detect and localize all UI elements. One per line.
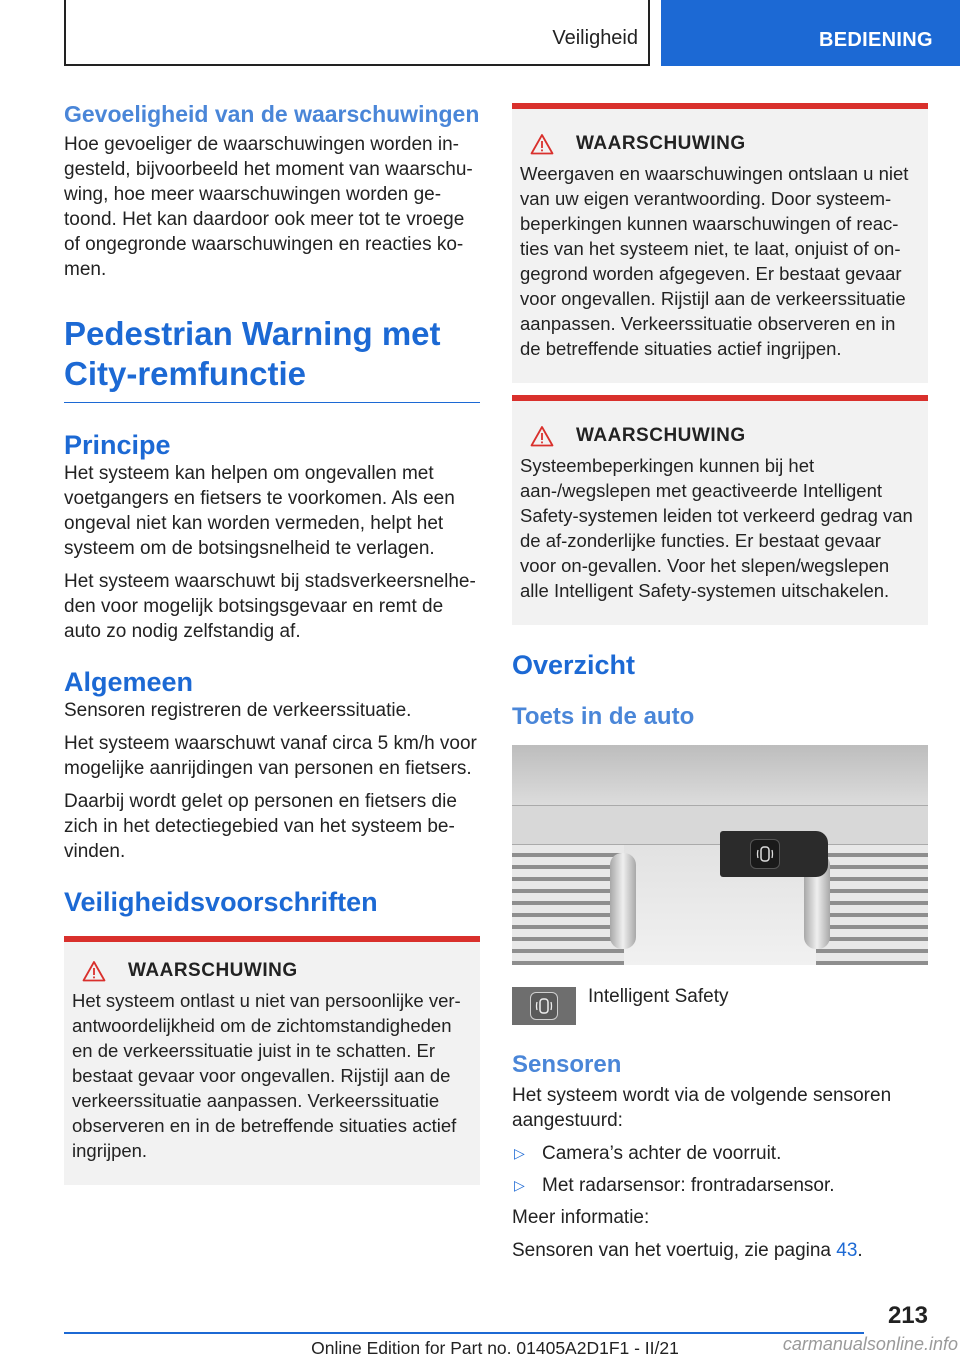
- paragraph-reference: Sensoren van het voertuig, zie pagina 43.: [512, 1240, 863, 1261]
- button-panel: [720, 831, 828, 877]
- paragraph-sensoren: Het systeem wordt via de volgende sensoren aangestuurd:: [512, 1085, 892, 1131]
- intelligent-safety-symbol: [512, 987, 576, 1025]
- paragraph-principe-2: Het systeem waarschuwt bij stadsverkeersnelhe-den voor mogelijk botsingsgevaar en remt de auto zo nodig zelfstandig af.: [64, 571, 476, 642]
- right-column: [512, 103, 928, 1263]
- sensor-list: [512, 1141, 928, 1198]
- symbol-label: Intelligent Safety: [588, 986, 729, 1007]
- car-safety-icon: [535, 997, 553, 1015]
- paragraph-algemeen-3: Daarbij wordt gelet op personen en fietsers die zich in het detectiegebied van het systeem be-vinden.: [64, 791, 457, 862]
- heading-sensitivity: Gevoeligheid van de waarschuwingen: [64, 101, 480, 127]
- intelligent-safety-button: [750, 839, 780, 869]
- warning-header: [520, 133, 920, 155]
- heading-sensoren: Sensoren: [512, 1051, 622, 1078]
- header-section-title: Veiligheid: [552, 27, 638, 49]
- footer-rule: [64, 1332, 864, 1334]
- heading-overzicht: Overzicht: [512, 650, 636, 680]
- heading-algemeen: Algemeen: [64, 667, 194, 697]
- dashboard-button-photo: [512, 745, 928, 965]
- heading-pedestrian-warning: Pedestrian Warning met City-remfunctie: [64, 314, 480, 403]
- symbol-legend-row: [512, 987, 928, 1025]
- warning-header: [72, 960, 472, 982]
- warning-title: WAARSCHUWING: [128, 960, 298, 981]
- warning-triangle-icon: [530, 133, 554, 155]
- page-reference-link[interactable]: 43: [836, 1240, 858, 1261]
- warning-triangle-icon: [82, 960, 106, 982]
- warning-text: Het systeem ontlast u niet van persoonlijke ver-antwoordelijkheid om de zichtomstandigheden en de verkeerssituatie juist in te schatten. Er bestaat gevaar voor ongevallen. Rijstijl aan de verkeerssituatie aanpassen. Verkeerssituatie observeren en in de betreffende situaties actief ingrijpen.: [72, 990, 461, 1161]
- paragraph-principe-1: Het systeem kan helpen om ongevallen met voetgangers en fietsers te voorkomen. Als een ongeval niet kan worden vermeden, helpt het systeem om de botsingsnelheid te verlagen.: [64, 463, 455, 559]
- left-column: [64, 100, 480, 1185]
- footer-edition: Online Edition for Part no. 01405A2D1F1 - II/21: [311, 1338, 679, 1358]
- bullet-triangle-icon: ▷: [514, 1145, 525, 1161]
- paragraph-algemeen-1: Sensoren registreren de verkeerssituatie.: [64, 700, 412, 721]
- air-vent-right: [816, 845, 928, 965]
- heading-veiligheidsvoorschriften: Veiligheidsvoorschriften: [64, 887, 378, 917]
- page-number: 213: [887, 1302, 928, 1329]
- heading-toets-in-de-auto: Toets in de auto: [512, 703, 695, 730]
- heading-principe: Principe: [64, 430, 171, 460]
- warning-header: [520, 425, 920, 447]
- warning-title: WAARSCHUWING: [576, 425, 746, 446]
- header-chapter-label: BEDIENING: [819, 29, 933, 51]
- watermark: carmanualsonline.info: [782, 1334, 958, 1354]
- car-safety-icon: [756, 845, 774, 863]
- header-section-box: [64, 0, 650, 66]
- warning-box-2: [512, 103, 928, 383]
- paragraph-algemeen-2: Het systeem waarschuwt vanaf circa 5 km/h voor mogelijke aanrijdingen van personen en fietsers.: [64, 733, 477, 779]
- paragraph-sensitivity: Hoe gevoeliger de waarschuwingen worden in-gesteld, bijvoorbeeld het moment van waarschu-wing, hoe meer waarschuwingen worden ge-toond. Het kan daardoor ook meer tot te vroege of ongegronde waarschuwingen en reacties ko-men.: [64, 134, 473, 280]
- air-vent-left: [512, 845, 624, 965]
- warning-triangle-icon: [530, 425, 554, 447]
- header-chapter-tab: [661, 0, 960, 66]
- paragraph-more-info: Meer informatie:: [512, 1207, 650, 1228]
- warning-box-1: [64, 936, 480, 1185]
- warning-text: Systeembeperkingen kunnen bij het aan-/wegslepen met geactiveerde Intelligent Safety-systemen leiden tot verkeerd gedrag van de af-zonderlijke functies. Er bestaat gevaar voor on-gevallen. Voor het slepen/wegslepen alle Intelligent Safety-systemen uitschakelen.: [520, 455, 913, 601]
- list-item: ▷ Met radarsensor: frontradarsensor.: [514, 1175, 835, 1196]
- warning-box-3: [512, 395, 928, 625]
- vent-knob-left: [610, 853, 636, 949]
- warning-text: Weergaven en waarschuwingen ontslaan u niet van uw eigen verantwoording. Door systeem-beperkingen kunnen waarschuwingen of reac-ties van het systeem niet, te laat, onjuist of on-gegrond worden afgegeven. Er bestaat gevaar voor ongevallen. Rijstijl aan de verkeerssituatie aanpassen. Verkeerssituatie observeren en in de betreffende situaties actief ingrijpen.: [520, 163, 909, 359]
- list-item: ▷ Camera’s achter de voorruit.: [514, 1143, 782, 1164]
- warning-title: WAARSCHUWING: [576, 133, 746, 154]
- bullet-triangle-icon: ▷: [514, 1177, 525, 1193]
